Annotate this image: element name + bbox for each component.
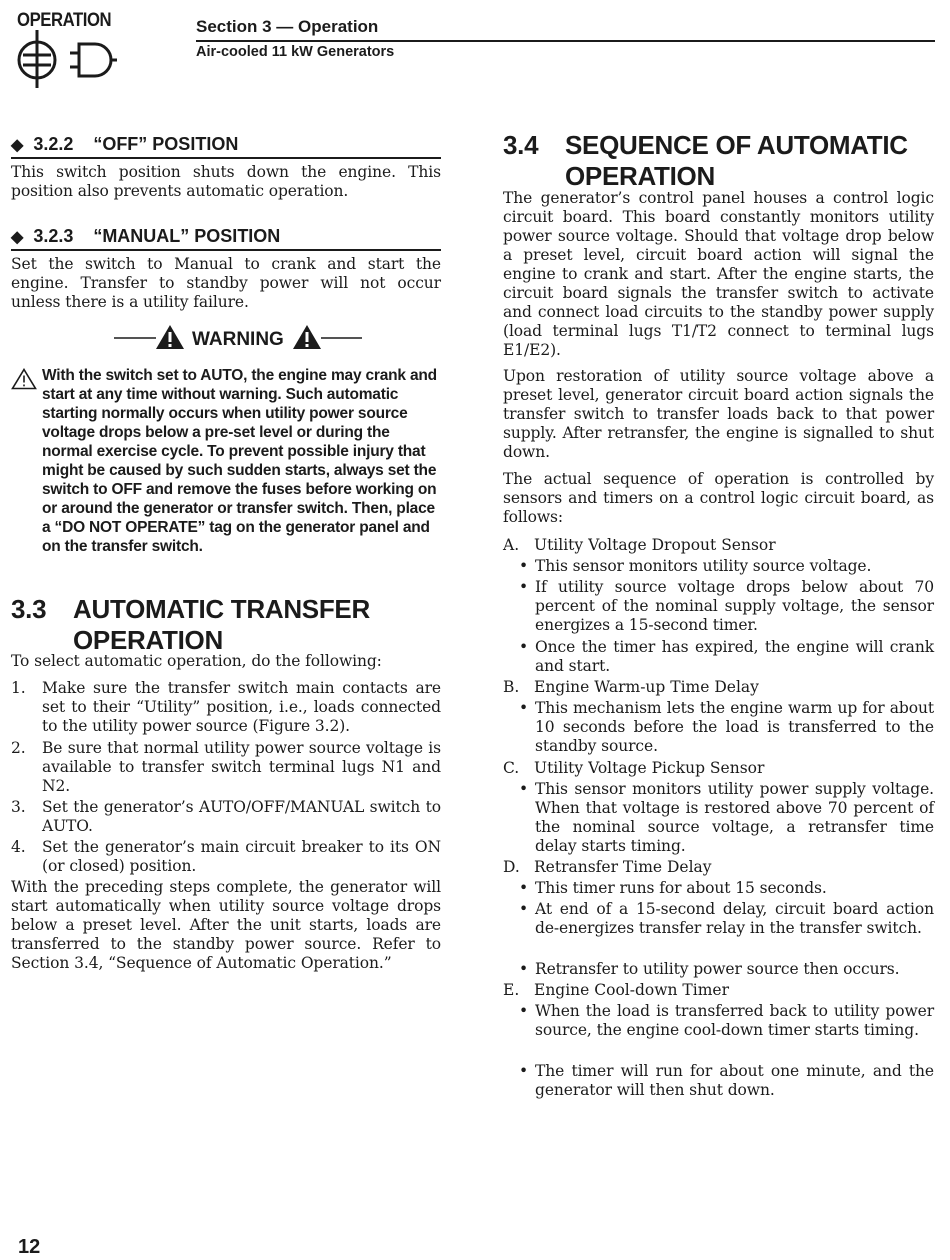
- heading-title: “MANUAL” POSITION: [93, 226, 281, 246]
- list-marker: 1.: [11, 679, 26, 697]
- list-item: [11, 679, 441, 736]
- sub-title: Retransfer Time Delay: [534, 858, 712, 876]
- list-item: [11, 838, 441, 876]
- heading-number: 3.2.2: [33, 134, 74, 154]
- bullet-item: [519, 1002, 934, 1040]
- bullet-item: [519, 960, 934, 979]
- list-item: [11, 798, 441, 836]
- list-text: Be sure that normal utility power source voltage is available to transfer switch terminal lugs N1 and N2.: [42, 739, 441, 795]
- bullet-item: [519, 780, 934, 856]
- bullet-item: [519, 638, 934, 676]
- heading-title-line1: SEQUENCE OF AUTOMATIC: [565, 130, 908, 160]
- bullet-icon: •: [519, 699, 529, 717]
- sub-heading-c: [503, 759, 764, 778]
- sub-marker: D.: [503, 858, 520, 876]
- bullet-icon: •: [519, 900, 529, 918]
- paragraph-3-4-2: Upon restoration of utility source voltage above a preset level, generator circuit board action signals the transfer switch to transfer loads back to that power supply. After retransfer, the engine is signalled to shut down.: [503, 367, 934, 461]
- page-number: 12: [18, 1236, 41, 1258]
- bullet-text: Once the timer has expired, the engine will crank and start.: [535, 638, 934, 675]
- warning-title-block: [104, 324, 368, 356]
- heading-title: “OFF” POSITION: [93, 134, 239, 154]
- diamond-bullet-icon: ◆: [11, 137, 24, 154]
- warning-text: With the switch set to AUTO, the engine may crank and start at any time without warning. Such automatic starting normally occurs when utility power source voltage drops below a pre-set level or during the normal exercise cycle. To prevent possible injury that might be caused by such sudden starts, always set the switch to OFF and remove the fuses before working on or around the generator or transfer switch. Then, place a “DO NOT OPERATE” tag on the generator panel and on the transfer switch.: [42, 367, 437, 555]
- heading-number: 3.2.3: [33, 226, 74, 246]
- bullet-icon: •: [519, 879, 529, 897]
- sub-heading-a: [503, 536, 776, 555]
- bullet-icon: •: [519, 557, 529, 575]
- list-text: Make sure the transfer switch main contacts are set to their “Utility” position, i.e., loads connected to the utility power source (Figure 3.2).: [42, 679, 441, 735]
- list-item: [11, 739, 441, 796]
- warning-title: WARNING: [192, 329, 284, 350]
- paragraph-3-4-1: The generator’s control panel houses a control logic circuit board. This board constantly monitors utility power source voltage. Should that voltage drop below a preset level, circuit board action will signal the engine to crank and start. After the engine starts, the circuit board signals the transfer switch to activate and connect load circuits to the standby power supply (load terminal lugs T1/T2 connect to terminal lugs E1/E2).: [503, 189, 934, 359]
- sub-title: Engine Cool-down Timer: [534, 981, 729, 999]
- heading-3-2-3: [11, 225, 441, 251]
- bullet-text: Retransfer to utility power source then occurs.: [535, 960, 900, 978]
- bullet-icon: •: [519, 780, 529, 798]
- paragraph-3-3-outro: With the preceding steps complete, the generator will start automatically when utility source voltage drops below a preset level. After the unit starts, loads are transferred to the standby power source. Refer to Section 3.4, “Sequence of Automatic Operation.”: [11, 878, 441, 972]
- sub-marker: B.: [503, 678, 520, 696]
- sub-heading-d: [503, 858, 712, 877]
- bullet-item: [519, 578, 934, 635]
- paragraph-3-3-intro: To select automatic operation, do the following:: [11, 652, 382, 670]
- section-subtitle: Air-cooled 11 kW Generators: [196, 44, 395, 60]
- sub-marker: C.: [503, 759, 520, 777]
- operation-logo-label: OPERATION: [17, 10, 112, 31]
- bullet-item: [519, 557, 934, 576]
- bullet-icon: •: [519, 960, 529, 978]
- heading-title-line2: OPERATION: [73, 625, 223, 655]
- heading-number: 3.4: [503, 130, 539, 160]
- bullet-item: [519, 879, 934, 898]
- heading-number: 3.3: [11, 594, 47, 624]
- bullet-item: [519, 1062, 934, 1100]
- list-text: Set the generator’s main circuit breaker to its ON (or closed) position.: [42, 838, 441, 875]
- paragraph-3-4-3: The actual sequence of operation is controlled by sensors and timers on a control logic circuit board, as follows:: [503, 470, 934, 526]
- bullet-text: This sensor monitors utility power supply voltage. When that voltage is restored above 70 percent of the nominal source voltage, a retransfer time delay starts timing.: [535, 780, 934, 855]
- sub-marker: E.: [503, 981, 520, 999]
- heading-3-4: [503, 130, 908, 192]
- bullet-icon: •: [519, 1062, 529, 1080]
- bullet-text: This timer runs for about 15 seconds.: [535, 879, 827, 897]
- bullet-item: [519, 900, 934, 938]
- list-marker: 3.: [11, 798, 26, 816]
- bullet-text: This sensor monitors utility source voltage.: [535, 557, 872, 575]
- heading-3-2-2: [11, 133, 441, 159]
- list-marker: 2.: [11, 739, 26, 757]
- list-marker: 4.: [11, 838, 26, 856]
- paragraph-manual-position: Set the switch to Manual to crank and start the engine. Transfer to standby power will not occur unless there is a utility failure.: [11, 255, 441, 311]
- bullet-text: At end of a 15-second delay, circuit board action de-energizes transfer relay in the transfer switch.: [535, 900, 934, 937]
- sub-heading-e: [503, 981, 729, 1000]
- sub-heading-b: [503, 678, 759, 697]
- heading-3-3: [11, 594, 370, 656]
- section-title: Section 3 — Operation: [196, 17, 379, 36]
- sub-title: Utility Voltage Dropout Sensor: [534, 536, 776, 554]
- caution-triangle-icon: [11, 368, 37, 390]
- bullet-text: The timer will run for about one minute, and the generator will then shut down.: [535, 1062, 934, 1099]
- bullet-text: When the load is transferred back to utility power source, the engine cool-down timer starts timing.: [535, 1002, 934, 1039]
- sub-title: Engine Warm-up Time Delay: [534, 678, 759, 696]
- sub-marker: A.: [503, 536, 520, 554]
- header-rule: [196, 40, 935, 42]
- diamond-bullet-icon: ◆: [11, 229, 24, 246]
- heading-title-line2: OPERATION: [565, 161, 715, 191]
- bullet-icon: •: [519, 1002, 529, 1020]
- bullet-text: This mechanism lets the engine warm up for about 10 seconds before the load is transferred to the standby source.: [535, 699, 934, 755]
- bullet-icon: •: [519, 638, 529, 656]
- bullet-icon: •: [519, 578, 529, 596]
- sub-title: Utility Voltage Pickup Sensor: [534, 759, 765, 777]
- list-text: Set the generator’s AUTO/OFF/MANUAL switch to AUTO.: [42, 798, 441, 835]
- bullet-text: If utility source voltage drops below about 70 percent of the nominal supply voltage, the sensor energizes a 15-second timer.: [535, 578, 934, 634]
- bullet-item: [519, 699, 934, 756]
- heading-title-line1: AUTOMATIC TRANSFER: [73, 594, 370, 624]
- paragraph-off-position: This switch position shuts down the engine. This position also prevents automatic operation.: [11, 163, 441, 200]
